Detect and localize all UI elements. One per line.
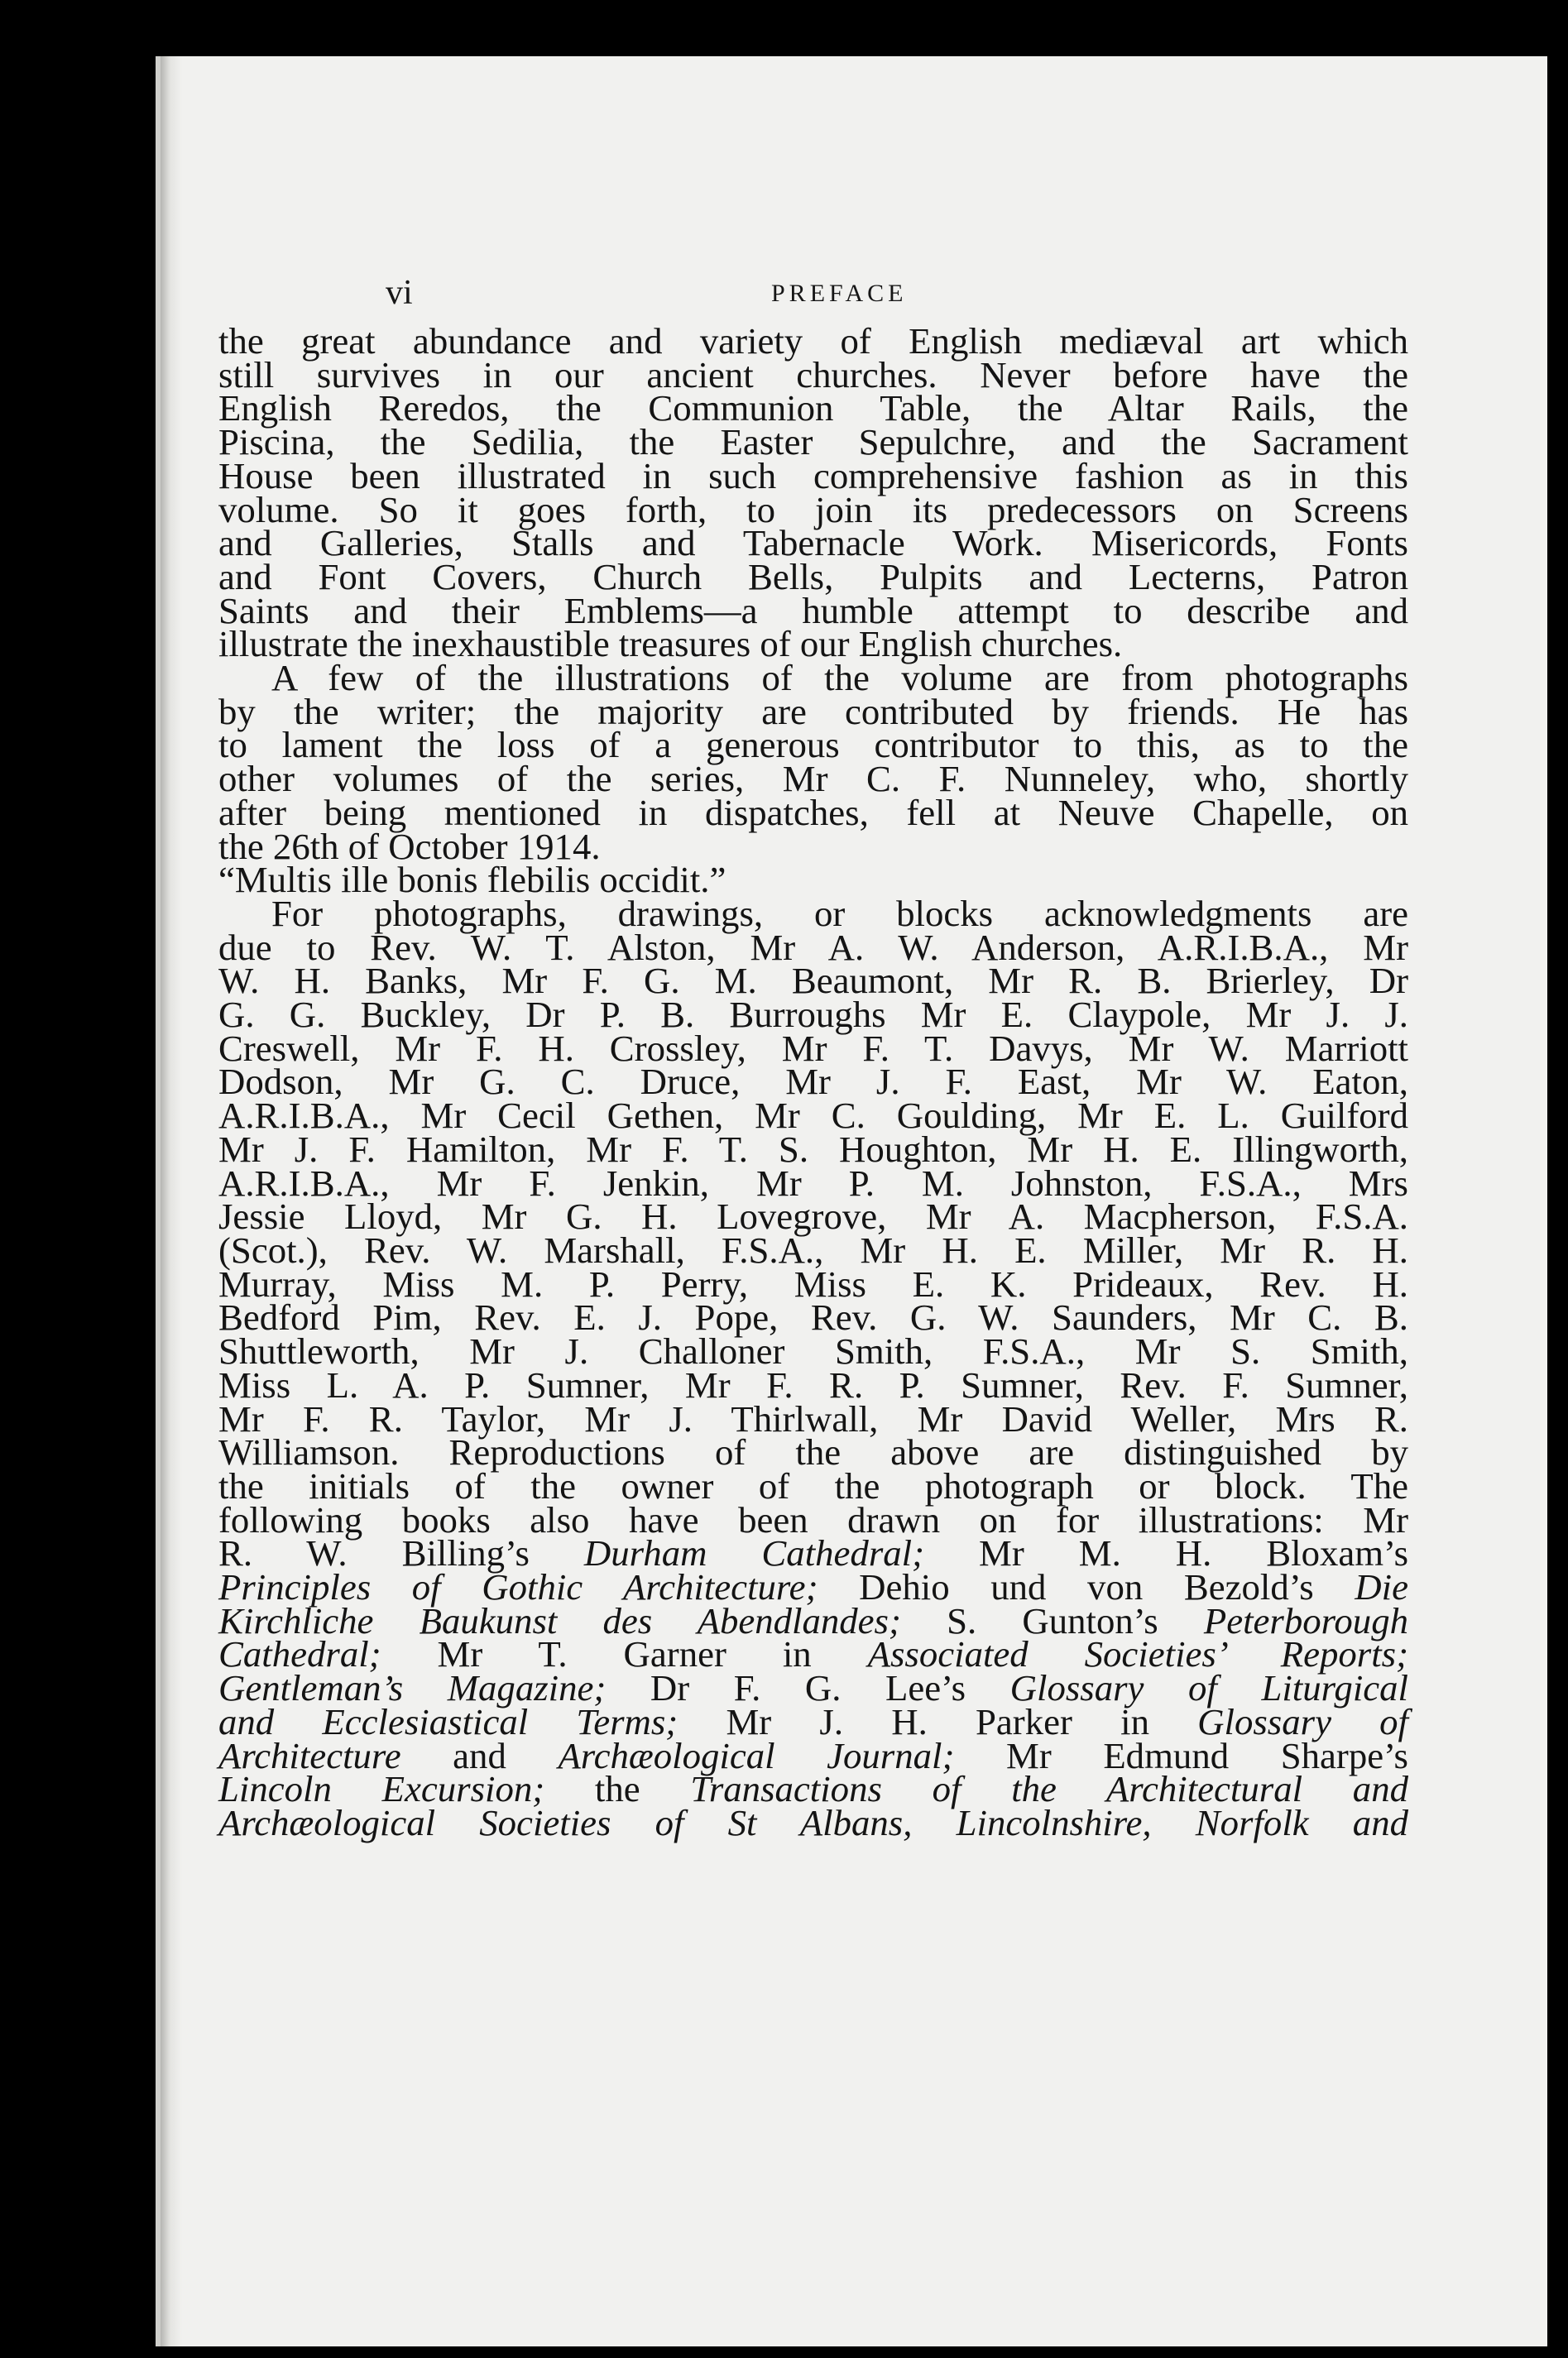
- text-line: [218, 1633, 1408, 1675]
- text-line: A few of the illustrations of the volume are from photographs: [271, 657, 1408, 699]
- text-line: the great abundance and variety of English mediæval art which: [218, 320, 1408, 362]
- text-line: [218, 1566, 1408, 1608]
- text-line: following books also have been drawn on for illustrations: Mr: [218, 1498, 1408, 1541]
- body-text: [218, 320, 1409, 1843]
- text-line: A.R.I.B.A., Mr F. Jenkin, Mr P. M. Johnston, F.S.A., Mrs: [218, 1162, 1408, 1204]
- text-line: [218, 1599, 1408, 1641]
- paragraph-2: [218, 657, 1408, 867]
- text-run: Mr T. Garner in: [381, 1633, 868, 1675]
- text-run: Mr M. H. Bloxam’s: [924, 1532, 1409, 1574]
- book-title: Die: [1355, 1566, 1408, 1608]
- text-line: [218, 1667, 1408, 1709]
- text-line: [218, 1768, 1408, 1810]
- text-line: the initials of the owner of the photograph or block. The: [218, 1464, 1408, 1507]
- text-line: Miss L. A. P. Sumner, Mr F. R. P. Sumner, Rev. F. Sumner,: [218, 1364, 1408, 1406]
- text-run: Dehio und von Bezold’s: [818, 1566, 1355, 1608]
- book-title: Principles of Gothic Architecture;: [218, 1566, 818, 1608]
- book-title: and Ecclesiastical Terms;: [218, 1700, 679, 1742]
- text-line: Shuttleworth, Mr J. Challoner Smith, F.S.A., Mr S. Smith,: [218, 1330, 1408, 1373]
- text-line: Mr J. F. Hamilton, Mr F. T. S. Houghton, Mr H. E. Illingworth,: [218, 1128, 1408, 1170]
- book-title: Archæological Journal;: [558, 1734, 955, 1776]
- paragraph-3: [218, 892, 1409, 1843]
- text-run: and: [400, 1734, 559, 1776]
- text-line: other volumes of the series, Mr C. F. Nunneley, who, shortly: [218, 758, 1408, 800]
- text-line: (Scot.), Rev. W. Marshall, F.S.A., Mr H. E. Miller, Mr R. H.: [218, 1229, 1408, 1271]
- text-line: still survives in our ancient churches. Never before have the: [218, 353, 1408, 395]
- text-line: For photographs, drawings, or blocks acknowledgments are: [271, 892, 1408, 934]
- text-line: the 26th of October 1914.: [218, 825, 601, 867]
- page-binding-shadow: [161, 56, 182, 2346]
- book-title: Glossary of: [1197, 1700, 1409, 1742]
- text-run: the: [544, 1768, 691, 1810]
- text-line: [218, 1801, 1408, 1843]
- text-line: volume. So it goes forth, to join its predecessors on Screens: [218, 488, 1408, 530]
- text-line: House been illustrated in such comprehensive fashion as in this: [218, 454, 1408, 496]
- text-line: after being mentioned in dispatches, fell at Neuve Chapelle, on: [218, 791, 1408, 833]
- latin-quotation: [218, 859, 1408, 901]
- text-line: Bedford Pim, Rev. E. J. Pope, Rev. G. W. Saunders, Mr C. B.: [218, 1296, 1408, 1339]
- quotation-text: “Multis ille bonis flebilis occidit.”: [218, 859, 726, 901]
- text-line: W. H. Banks, Mr F. G. M. Beaumont, Mr R. B. Brierley, Dr: [218, 960, 1408, 1002]
- running-title: PREFACE: [771, 280, 908, 307]
- text-line: [218, 1532, 1409, 1574]
- book-title: Cathedral;: [218, 1633, 381, 1675]
- text-line: and Galleries, Stalls and Tabernacle Work. Misericords, Fonts: [218, 522, 1408, 564]
- text-line: Saints and their Emblems—a humble attempt to describe and: [218, 589, 1408, 631]
- text-line: Williamson. Reproductions of the above are distinguished by: [218, 1431, 1408, 1474]
- book-title: Peterborough: [1203, 1599, 1408, 1641]
- text-line: by the writer; the majority are contributed by friends. He has: [218, 690, 1408, 732]
- text-line: English Reredos, the Communion Table, the Altar Rails, the: [218, 387, 1408, 429]
- text-run: Mr J. H. Parker in: [678, 1700, 1198, 1742]
- text-line: Dodson, Mr G. C. Druce, Mr J. F. East, Mr W. Eaton,: [218, 1061, 1408, 1103]
- text-run: Dr F. G. Lee’s: [606, 1667, 1010, 1709]
- book-title: Gentleman’s Magazine;: [218, 1667, 607, 1709]
- book-title: Archæological Societies of St Albans, Lincolnshire, Norfolk and: [218, 1801, 1408, 1843]
- text-line: to lament the loss of a generous contributor to this, as to the: [218, 724, 1408, 766]
- text-line: illustrate the inexhaustible treasures of our English churches.: [218, 623, 1123, 665]
- text-line: Piscina, the Sedilia, the Easter Sepulchre, and the Sacrament: [218, 421, 1408, 463]
- page-number: vi: [386, 274, 413, 312]
- text-line: [218, 1734, 1408, 1776]
- text-run: S. Gunton’s: [900, 1599, 1204, 1641]
- text-line: Murray, Miss M. P. Perry, Miss E. K. Prideaux, Rev. H.: [218, 1263, 1408, 1305]
- text-line: G. G. Buckley, Dr P. B. Burroughs Mr E. Claypole, Mr J. J.: [218, 994, 1408, 1036]
- text-run: R. W. Billing’s: [218, 1532, 584, 1574]
- text-line: due to Rev. W. T. Alston, Mr A. W. Anderson, A.R.I.B.A., Mr: [218, 926, 1408, 968]
- text-line: Jessie Lloyd, Mr G. H. Lovegrove, Mr A. Macpherson, F.S.A.: [218, 1196, 1408, 1238]
- text-line: A.R.I.B.A., Mr Cecil Gethen, Mr C. Goulding, Mr E. L. Guilford: [218, 1095, 1408, 1137]
- text-line: Mr F. R. Taylor, Mr J. Thirlwall, Mr David Weller, Mrs R.: [218, 1397, 1408, 1440]
- text-line: Creswell, Mr F. H. Crossley, Mr F. T. Davys, Mr W. Marriott: [218, 1027, 1408, 1069]
- book-title: Kirchliche Baukunst des Abendlandes;: [218, 1599, 901, 1641]
- text-run: Mr Edmund Sharpe’s: [954, 1734, 1408, 1776]
- paragraph-1: [218, 320, 1408, 665]
- text-line: [218, 1700, 1409, 1742]
- book-title: Glossary of Liturgical: [1009, 1667, 1408, 1709]
- book-title: Lincoln Excursion;: [218, 1768, 545, 1810]
- book-title: Durham Cathedral;: [583, 1532, 925, 1574]
- running-head: [161, 273, 1547, 323]
- book-title: Architecture: [218, 1734, 401, 1776]
- book-title: Transactions of the Architectural and: [690, 1768, 1408, 1810]
- book-title: Associated Societies’ Reports;: [867, 1633, 1408, 1675]
- text-line: and Font Covers, Church Bells, Pulpits and Lecterns, Patron: [218, 555, 1408, 597]
